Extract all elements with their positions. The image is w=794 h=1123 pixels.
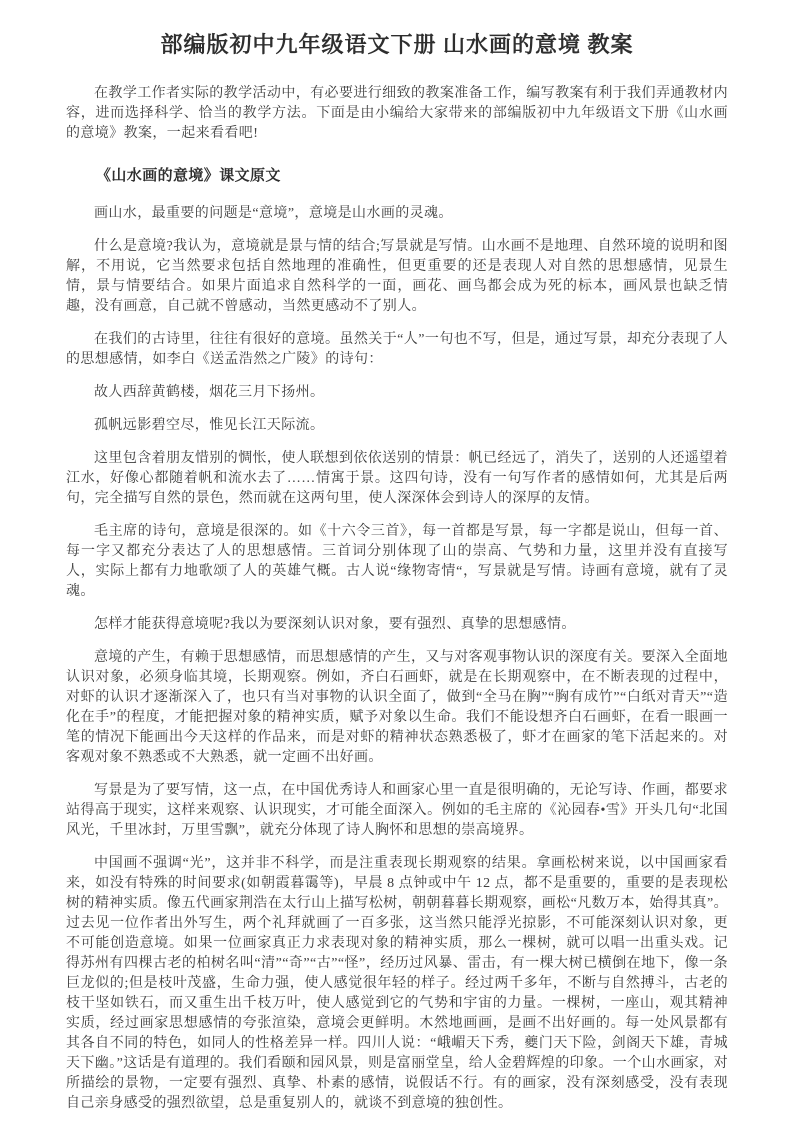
paragraph: 这里包含着朋友惜别的惆怅，使人联想到依依送别的情景：帆已经远了，消失了，送别的人还遥望着江水，好像心都随着帆和流水去了……情寓于景。这四句诗，没有一句写作者的感情如何，尤其是后两句，完全描写自然的景色，然而就在这两句里，使人深深体会到诗人的深厚的友情。 (66, 451, 728, 506)
page-title: 部编版初中九年级语文下册 山水画的意境 教案 (160, 32, 634, 57)
intro-paragraph: 在教学工作者实际的教学活动中，有必要进行细致的教案准备工作，编写教案有利于我们弄通教材内容，进而选择科学、恰当的教学方法。下面是由小编给大家带来的部编版初中九年级语文下册《山水画的意境》教案，一起来看看吧! (66, 86, 728, 141)
paragraph: 在我们的古诗里，往往有很好的意境。虽然关于“人”一句也不写，但是，通过写景，却充分表现了人的思想感情，如李白《送孟浩然之广陵》的诗句： (66, 332, 728, 367)
paragraph: 毛主席的诗句，意境是很深的。如《十六令三首》，每一首都是写景，每一字都是说山，但每一首、每一字又都充分表达了人的思想感情。三首词分别体现了山的崇高、气势和力量，这里并没有直接写人，实际上都有力地歌颂了人的英雄气概。古人说“缘物寄情“，写景就是写情。诗画有意境，就有了灵魂。 (66, 524, 728, 599)
section-heading: 《山水画的意境》课文原文 (96, 168, 281, 184)
paragraph: 什么是意境?我认为，意境就是景与情的结合;写景就是写情。山水画不是地理、自然环境的说明和图解，不用说，它当然要求包括自然地理的准确性，但更重要的还是表现人对自然的思想感情，见景生情，景与情要结合。如果片面追求自然科学的一面，画花、画鸟都会成为死的标本，画风景也缺乏情趣，没有画意，自己就不曾感动，当然更感动不了别人。 (66, 239, 728, 314)
body-paragraphs (66, 204, 728, 1114)
paragraph: 怎样才能获得意境呢?我以为要深刻认识对象，要有强烈、真挚的思想感情。 (94, 617, 576, 632)
paragraph: 写景是为了要写情，这一点，在中国优秀诗人和画家心里一直是很明确的，无论写诗、作画，都要求站得高于现实，这样来观察、认识现实，才可能全面深入。例如的毛主席的《沁园春•雪》开头几句“北国风光，千里冰封，万里雪飘”，就充分体现了诗人胸怀和思想的崇高境界。 (66, 783, 728, 838)
paragraph: 中国画不强调“光”，这并非不科学，而是注重表现长期观察的结果。拿画松树来说，以中国画家看来，如没有特殊的时间要求(如朝霞暮霭等)，早晨 8 点钟或中午 12 点，都不是重要的，重要的是表现松树的精神实质。像五代画家荆浩在太行山上描写松树，朝朝暮暮长期观察，画松“凡数万本，始得其真”。过去见一位作者出外写生，两个礼拜就画了一百多张，这当然只能浮光掠影，不可能深刻认识对象，更不可能创造意境。如果一位画家真正力求表现对象的精神实质，那么一棵树，就可以唱一出重头戏。记得苏州有四棵古老的柏树名叫“清”“奇”“古”“怪”，经历过风暴、雷击，有一棵大树已横倒在地下，像一条巨龙似的;但是枝叶茂盛，生命力强，使人感觉很年轻的样子。经过两千多年，不断与自然搏斗，古老的枝干坚如铁石，而又重生出千枝万叶，使人感觉到它的气势和宇宙的力量。一棵树，一座山，观其精神实质，经过画家思想感情的夸张渲染，意境会更鲜明。木然地画画，是画不出好画的。每一处风景都有其各自不同的特色，如同人的性格差异一样。四川人说：“峨嵋天下秀，夔门天下险，剑阁天下雄，青城天下幽。”这话是有道理的。我们看颐和园风景，则是富丽堂皇，给人金碧辉煌的印象。一个山水画家，对所描绘的景物，一定要有强烈、真挚、朴素的感情，说假话不行。有的画家，没有深刻感受，没有表现自己亲身感受的强烈欲望，总是重复别人的，就谈不到意境的独创性。 (66, 856, 729, 1111)
paragraph: 画山水，最重要的问题是“意境”，意境是山水画的灵魂。 (94, 206, 453, 221)
paragraph: 孤帆远影碧空尽，惟见长江天际流。 (94, 418, 325, 433)
paragraph: 故人西辞黄鹤楼，烟花三月下扬州。 (94, 385, 325, 400)
paragraph: 意境的产生，有赖于思想感情，而思想感情的产生，又与对客观事物认识的深度有关。要深入全面地认识对象，必须身临其境，长期观察。例如，齐白石画虾，就是在长期观察中，在不断表现的过程中，对虾的认识才逐渐深入了，也只有当对事物的认识全面了，做到“全马在胸”“胸有成竹”“白纸对青天”“造化在手”的程度，才能把握对象的精神实质，赋予对象以生命。我们不能设想齐白石画虾，在看一眼画一笔的情况下能画出今天这样的作品来，而是对虾的精神状态熟悉极了，虾才在画家的笔下活起来的。对客观对象不熟悉或不大熟悉，就一定画不出好画。 (66, 650, 728, 765)
